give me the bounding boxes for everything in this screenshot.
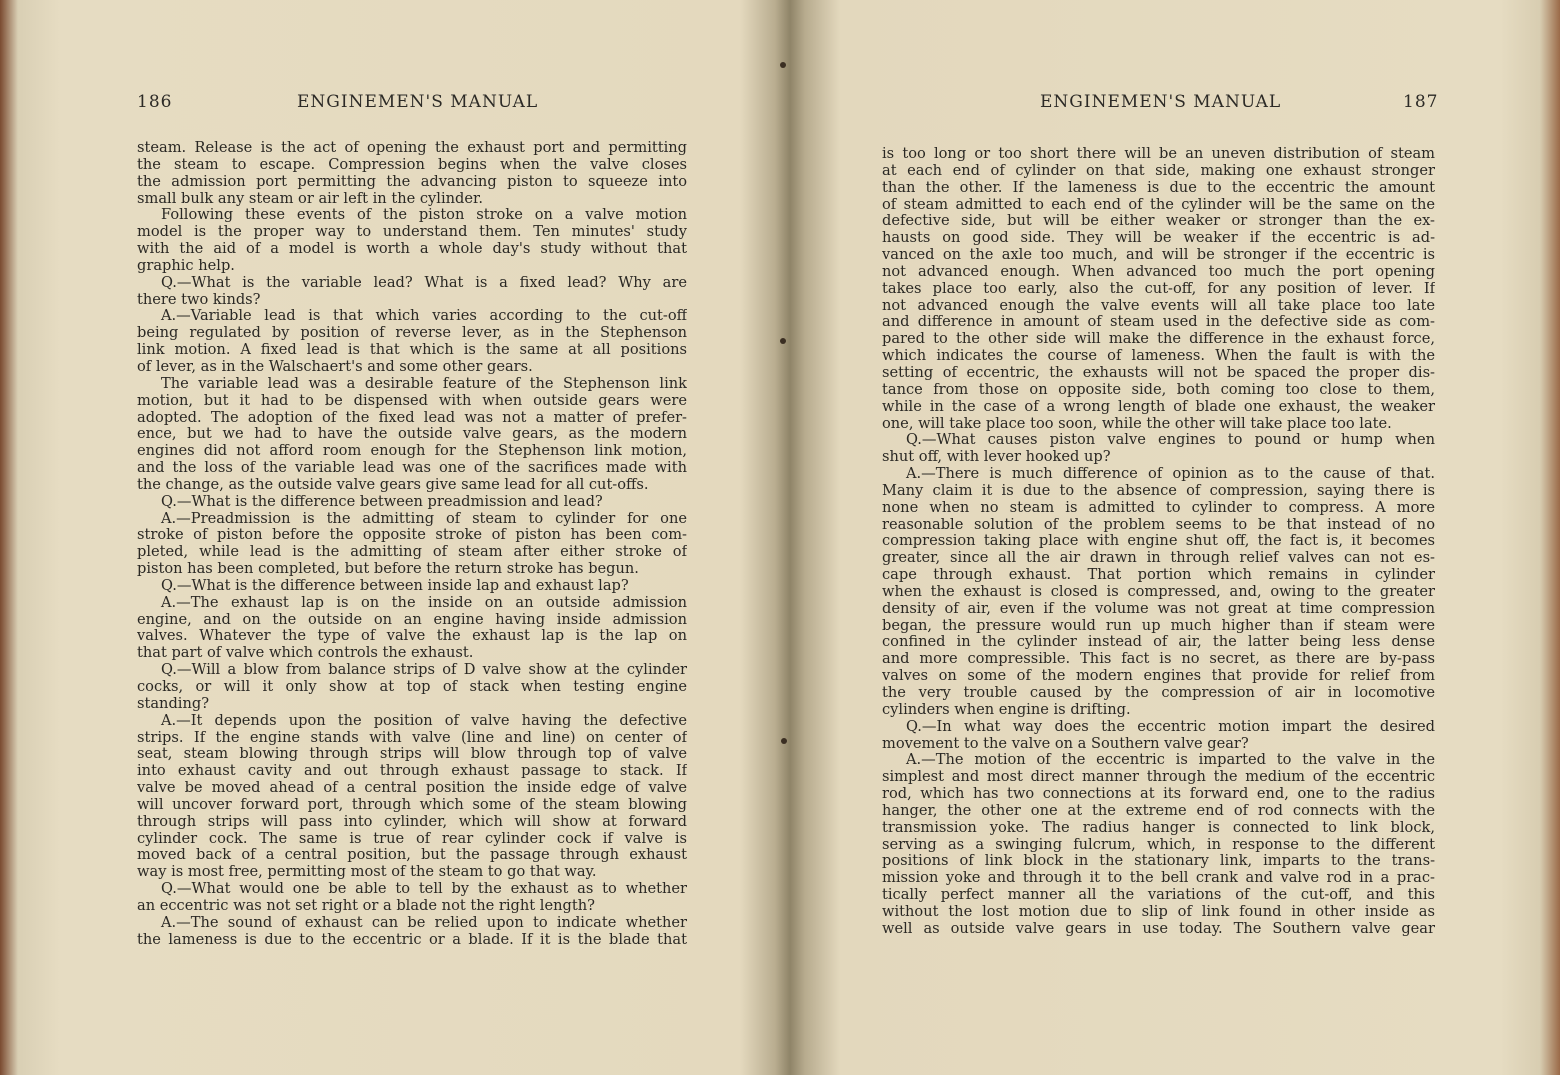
text-line: an eccentric was not set right or a blade not the right length? bbox=[137, 897, 595, 914]
text-line: pared to the other side will make the difference in the exhaust force, bbox=[882, 331, 1435, 348]
text-line: Following these events of the piston stroke on a valve motion bbox=[161, 207, 687, 224]
text-line: small bulk any steam or air left in the cylinder. bbox=[137, 190, 484, 207]
text-line: takes place too early, also the cut-off, for any position of lever. If bbox=[882, 280, 1435, 297]
text-line: hausts on good side. They will be weaker if the eccentric is ad- bbox=[882, 230, 1435, 247]
text-line: graphic help. bbox=[137, 257, 235, 274]
text-line: simplest and most direct manner through the medium of the eccentric bbox=[882, 769, 1435, 786]
page-body bbox=[882, 146, 1435, 938]
text-line: compression taking place with engine shut off, the fact is, it becomes bbox=[882, 533, 1435, 550]
text-line: A.—The exhaust lap is on the inside on an outside admission bbox=[161, 594, 687, 611]
text-line: density of air, even if the volume was not great at time compression bbox=[882, 600, 1435, 617]
text-line: Q.—What is the difference between inside lap and exhaust lap? bbox=[161, 577, 629, 594]
text-line: that part of valve which controls the exhaust. bbox=[137, 645, 474, 662]
text-line: hanger, the other one at the extreme end of rod connects with the bbox=[882, 802, 1435, 819]
text-line: through strips will pass into cylinder, which will show at forward bbox=[137, 813, 687, 830]
text-line: The variable lead was a desirable feature of the Stephenson link bbox=[161, 375, 687, 392]
text-line: serving as a swinging fulcrum, which, in response to the different bbox=[882, 836, 1435, 853]
text-line: ence, but we had to have the outside valve gears, as the modern bbox=[137, 426, 687, 443]
text-line: when the exhaust is closed is compressed, and, owing to the greater bbox=[882, 583, 1435, 600]
text-line: into exhaust cavity and out through exhaust passage to stack. If bbox=[137, 763, 687, 780]
text-line: engine, and on the outside on an engine having inside admission bbox=[137, 611, 687, 628]
text-line: A.—There is much difference of opinion as to the cause of that. bbox=[906, 466, 1435, 483]
text-line: the change, as the outside valve gears give same lead for all cut-offs. bbox=[137, 476, 649, 493]
text-line: and difference in amount of steam used in the defective side as com- bbox=[882, 314, 1435, 331]
text-line: confined in the cylinder instead of air, the latter being less dense bbox=[882, 634, 1435, 651]
text-line: Q.—What is the difference between preadmission and lead? bbox=[161, 493, 603, 510]
text-line: Many claim it is due to the absence of compression, saying there is bbox=[882, 482, 1435, 499]
text-line: the lameness is due to the eccentric or a blade. If it is the blade that bbox=[137, 931, 687, 948]
text-line: is too long or too short there will be an uneven distribution of steam bbox=[882, 146, 1435, 162]
text-line: link motion. A fixed lead is that which is the same at all positions bbox=[137, 342, 687, 359]
text-line: rod, which has two connections at its forward end, one to the radius bbox=[882, 786, 1435, 803]
text-line: A.—The sound of exhaust can be relied upon to indicate whether bbox=[161, 914, 687, 931]
page-number: 187 bbox=[1403, 92, 1439, 112]
page-number: 186 bbox=[137, 92, 173, 112]
text-line: moved back of a central position, but the passage through exhaust bbox=[137, 847, 687, 864]
binding-thread-mark bbox=[781, 738, 787, 744]
text-line: model is the proper way to understand them. Ten minutes' study bbox=[137, 224, 687, 241]
text-line: strips. If the engine stands with valve (line and line) on center of bbox=[137, 729, 687, 746]
text-line: greater, since all the air drawn in through relief valves can not es- bbox=[882, 550, 1435, 567]
text-line: and the loss of the variable lead was one of the sacrifices made with bbox=[137, 460, 687, 477]
page-body bbox=[137, 140, 687, 949]
running-head: ENGINEMEN'S MANUAL bbox=[1040, 92, 1282, 112]
text-line: of steam admitted to each end of the cylinder will be the same on the bbox=[882, 196, 1435, 213]
running-head: ENGINEMEN'S MANUAL bbox=[297, 92, 539, 112]
text-line: tically perfect manner all the variations of the cut-off, and this bbox=[882, 887, 1435, 904]
binding-thread-mark bbox=[780, 338, 786, 344]
text-line: while in the case of a wrong length of blade one exhaust, the weaker bbox=[882, 398, 1435, 415]
text-line: with the aid of a model is worth a whole day's study without that bbox=[137, 241, 687, 258]
text-line: not advanced enough the valve events will all take place too late bbox=[882, 297, 1435, 314]
text-line: vanced on the axle too much, and will be stronger if the eccentric is bbox=[882, 247, 1435, 264]
text-line: A.—Preadmission is the admitting of steam to cylinder for one bbox=[161, 510, 687, 527]
text-line: A.—It depends upon the position of valve having the defective bbox=[161, 712, 687, 729]
text-line: mission yoke and through it to the bell crank and valve rod in a prac- bbox=[882, 870, 1435, 887]
text-line: valves on some of the modern engines that provide for relief from bbox=[882, 668, 1435, 685]
text-line: the admission port permitting the advancing piston to squeeze into bbox=[137, 173, 687, 190]
text-line: movement to the valve on a Southern valve gear? bbox=[882, 735, 1249, 752]
text-line: A.—Variable lead is that which varies according to the cut-off bbox=[161, 308, 687, 325]
text-line: which indicates the course of lameness. When the fault is with the bbox=[882, 348, 1435, 365]
text-line: pleted, while lead is the admitting of steam after either stroke of bbox=[137, 544, 687, 561]
text-line: defective side, but will be either weaker or stronger than the ex- bbox=[882, 213, 1435, 230]
text-line: motion, but it had to be dispensed with when outside gears were bbox=[137, 392, 687, 409]
text-line: none when no steam is admitted to cylinder to compress. A more bbox=[882, 499, 1435, 516]
text-line: will uncover forward port, through which some of the steam blowing bbox=[137, 796, 687, 813]
binding-thread-mark bbox=[780, 62, 786, 68]
text-line: at each end of cylinder on that side, making one exhaust stronger bbox=[882, 162, 1435, 179]
text-line: Q.—What would one be able to tell by the exhaust as to whether bbox=[161, 881, 687, 898]
text-line: the steam to escape. Compression begins when the valve closes bbox=[137, 156, 687, 173]
text-line: than the other. If the lameness is due to the eccentric the amount bbox=[882, 179, 1435, 196]
text-line: Q.—What causes piston valve engines to pound or hump when bbox=[906, 432, 1435, 449]
text-line: seat, steam blowing through strips will blow through top of valve bbox=[137, 746, 687, 763]
text-line: cocks, or will it only show at top of stack when testing engine bbox=[137, 679, 687, 695]
text-line: tance from those on opposite side, both coming too close to them, bbox=[882, 381, 1435, 398]
text-line: without the lost motion due to slip of link found in other inside as bbox=[882, 903, 1435, 920]
text-line: one, will take place too soon, while the other will take place too late. bbox=[882, 415, 1392, 432]
text-line: cylinder cock. The same is true of rear cylinder cock if valve is bbox=[137, 830, 687, 847]
text-line: Q.—What is the variable lead? What is a fixed lead? Why are bbox=[161, 274, 687, 291]
text-line: A.—The motion of the eccentric is imparted to the valve in the bbox=[906, 752, 1435, 769]
text-line: being regulated by position of reverse lever, as in the Stephenson bbox=[137, 325, 687, 342]
text-line: setting of eccentric, the exhausts will not be spaced the proper dis- bbox=[882, 364, 1435, 381]
text-line: reasonable solution of the problem seems to be that instead of no bbox=[882, 516, 1435, 533]
text-line: stroke of piston before the opposite stroke of piston has been com- bbox=[137, 527, 687, 544]
text-line: and more compressible. This fact is no secret, as there are by-pass bbox=[882, 651, 1435, 668]
text-line: shut off, with lever hooked up? bbox=[882, 449, 1111, 466]
text-line: valves. Whatever the type of valve the exhaust lap is the lap on bbox=[137, 628, 687, 645]
text-line: way is most free, permitting most of the steam to go that way. bbox=[137, 864, 597, 881]
text-line: piston has been completed, but before the return stroke has begun. bbox=[137, 561, 639, 578]
text-line: adopted. The adoption of the fixed lead was not a matter of prefer- bbox=[137, 409, 687, 426]
text-line: Q.—In what way does the eccentric motion impart the desired bbox=[906, 718, 1435, 735]
text-line: began, the pressure would run up much higher than if steam were bbox=[882, 617, 1435, 634]
text-line: well as outside valve gears in use today. The Southern valve gear bbox=[882, 920, 1435, 937]
text-line: transmission yoke. The radius hanger is connected to link block, bbox=[882, 819, 1435, 836]
text-line: not advanced enough. When advanced too much the port opening bbox=[882, 263, 1435, 280]
text-line: positions of link block in the stationary link, imparts to the trans- bbox=[882, 853, 1435, 870]
text-line: steam. Release is the act of opening the exhaust port and permitting bbox=[137, 140, 687, 156]
text-line: of lever, as in the Walschaert's and some other gears. bbox=[137, 358, 533, 375]
text-line: Q.—Will a blow from balance strips of D valve show at the cylinder bbox=[161, 662, 687, 679]
text-line: engines did not afford room enough for the Stephenson link motion, bbox=[137, 443, 687, 460]
text-line: there two kinds? bbox=[137, 291, 261, 308]
text-line: valve be moved ahead of a central position the inside edge of valve bbox=[137, 780, 687, 797]
text-line: cylinders when engine is drifting. bbox=[882, 701, 1131, 718]
text-line: cape through exhaust. That portion which remains in cylinder bbox=[882, 567, 1435, 584]
text-line: standing? bbox=[137, 695, 210, 712]
right-page bbox=[790, 0, 1560, 1075]
text-line: the very trouble caused by the compression of air in locomotive bbox=[882, 685, 1435, 701]
